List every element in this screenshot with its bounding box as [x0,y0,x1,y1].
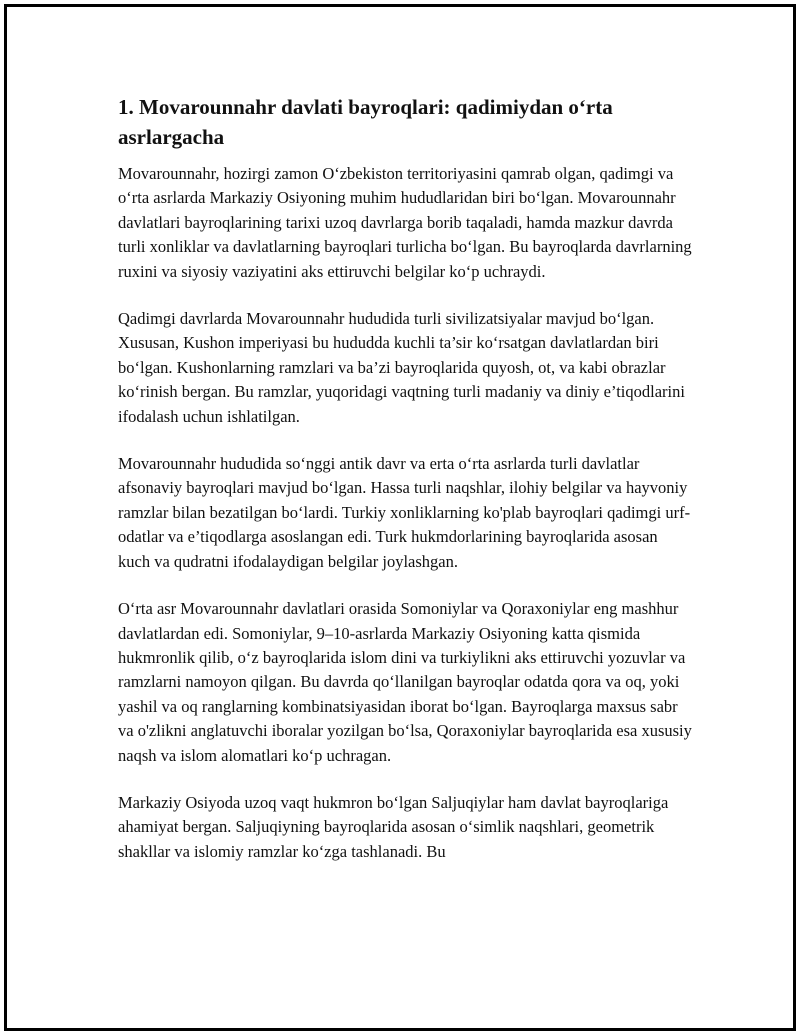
paragraph-seljuks: Markaziy Osiyoda uzoq vaqt hukmron bo‘lgan Saljuqiylar ham davlat bayroqlariga ahamiyat bergan. Saljuqiyning bayroqlarida asosan o‘simlik naqshlari, geometrik shakllar va islomiy ramzlar ko‘zga tashlanadi. Bu [118,792,669,861]
paragraph-intro: Movarounnahr, hozirgi zamon O‘zbekiston territoriyasini qamrab olgan, qadimgi va o‘rta asrlarda Markaziy Osiyoning muhim hududlaridan biri bo‘lgan. Movarounnahr davlatlari bayroqlarining tarixi uzoq davrlarga borib taqaladi, hamda mazkur davrda turli xonliklar va davlatlarning bayroqlari turlicha bo‘lgan. Bu bayroqlarda davrlarning ruxini va siyosiy vaziyatini aks ettiruvchi belgilar ko‘p uchraydi. [118,164,692,281]
paragraph-medieval-states: O‘rta asr Movarounnahr davlatlari orasida Somoniylar va Qoraxoniylar eng mashhur davlatlardan edi. Somoniylar, 9–10-asrlarda Markaziy Osiyoning katta qismida hukmronlik qilib, o‘z bayroqlarida islom dini va turkiylikni aks ettiruvchi yozuvlar va ramzlarni namoyon qilgan. Bu davrda qo‘llanilgan bayroqlar odatda qora va oq, yoki yashil va oq ranglarning kombinatsiyasidan iborat bo‘lgan. Bayroqlarga maxsus sabr va o'zlikni anglatuvchi iboralar yozilgan bo‘lsa, Qoraxoniylar bayroqlarida esa xususiy naqsh va islom alomatlari ko‘p uchragan. [118,599,692,765]
paragraph-late-antiquity: Movarounnahr hududida so‘nggi antik davr va erta o‘rta asrlarda turli davlatlar afsonaviy bayroqlari mavjud bo‘lgan. Hassa turli naqshlar, ilohiy belgilar va hayvoniy ramzlar bilan bezatilgan bo‘lardi. Turkiy xonliklarning ko'plab bayroqlari qadimgi urf-odatlar va e’tiqodlarga asoslangan edi. Turk hukmdorlarining bayroqlarida asosan kuch va qudratni ifodalaydigan belgilar joylashgan. [118,454,691,571]
paragraph-ancient-period: Qadimgi davrlarda Movarounnahr hududida turli sivilizatsiyalar mavjud bo‘lgan. Xususan, Kushon imperiyasi bu hududda kuchli ta’sir ko‘rsatgan davlatlardan biri bo‘lgan. Kushonlarning ramzlari va ba’zi bayroqlarida quyosh, ot, va kabi obrazlar ko‘rinish bergan. Bu ramzlar, yuqoridagi vaqtning turli madaniy va diniy e’tiqodlarini ifodalash uchun ishlatilgan. [118,309,685,426]
document-body [118,92,692,887]
section-heading: 1. Movarounnahr davlati bayroqlari: qadimiydan o‘rta asrlargacha [118,95,613,149]
